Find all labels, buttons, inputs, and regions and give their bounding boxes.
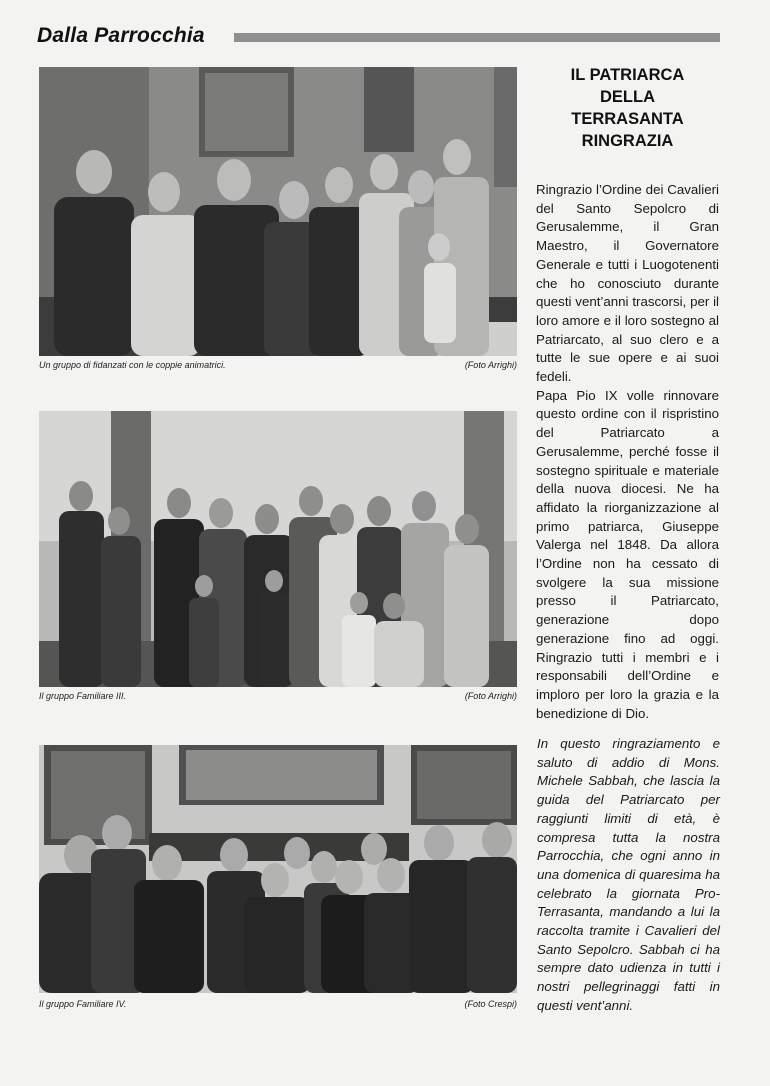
caption-text: Il gruppo Familiare IV. xyxy=(39,999,127,1009)
title-line: TERRASANTA xyxy=(571,110,684,128)
article-body xyxy=(536,181,719,723)
title-line: IL PATRIARCA xyxy=(570,66,685,84)
article-closing-note: In questo ringraziamento e saluto di addio di Mons. Michele Sabbah, che lascia la guida del Patriarcato per raggiunti limiti di età, è compresa tutta la nostra Parrocchia, che ogni anno in una domenica di quaresima ha celebrato la giornata Pro-Terrasanta, mandando a lui la raccolta tramite i Cavalieri del Santo Sepolcro. Sabbah ci ha sempre dato udienza in tutti i nostri pellegrinaggi fatti in questi vent’anni. xyxy=(537,736,720,1013)
header-rule xyxy=(234,33,720,42)
photo-gruppo-familiare-iv xyxy=(39,745,517,993)
photo-caption xyxy=(39,691,517,701)
photo-caption xyxy=(39,360,517,370)
photo-credit: (Foto Arrighi) xyxy=(464,360,517,370)
title-line: DELLA xyxy=(600,88,655,106)
article-title xyxy=(540,64,715,152)
section-title: Dalla Parrocchia xyxy=(37,24,205,47)
caption-text: Un gruppo di fidanzati con le coppie animatrici. xyxy=(39,360,226,370)
photo-caption xyxy=(39,999,517,1009)
photo-credit: (Foto Arrighi) xyxy=(464,691,517,701)
photo-credit: (Foto Crespi) xyxy=(464,999,517,1009)
article-paragraph: Papa Pio IX volle rinnovare questo ordine con il rispristino del Patriarcato a Gerusalemme, perché fosse il sostegno spirituale e materiale della nuova diocesi. Ne ha affidato la riorganizzazione al primo patriarca, Giuseppe Valerga nel 1848. Da allora l’Ordine non ha cessato di svolgere la sua missione presso il Patriarcato, generazione dopo generazione fino ad oggi. Ringrazio tutti i membri e i responsabili dell’Ordine e imploro per loro la grazia e la benedizione di Dio. xyxy=(536,387,719,721)
photo-fidanzati xyxy=(39,67,517,356)
article-paragraph: Ringrazio l’Ordine dei Cavalieri del Santo Sepolcro di Gerusalemme, il Gran Maestro, il Governatore Generale e tutti i Luogotenenti che ho conosciuto durante questi vent’anni trascorsi, per il loro amore e il loro sostegno al Patriarcato, al suo clero e a tutte le sue opere e ai suoi fedeli. xyxy=(536,182,719,385)
photo-gruppo-familiare-iii xyxy=(39,411,517,687)
title-line: RINGRAZIA xyxy=(581,132,674,150)
caption-text: Il gruppo Familiare III. xyxy=(39,691,127,701)
